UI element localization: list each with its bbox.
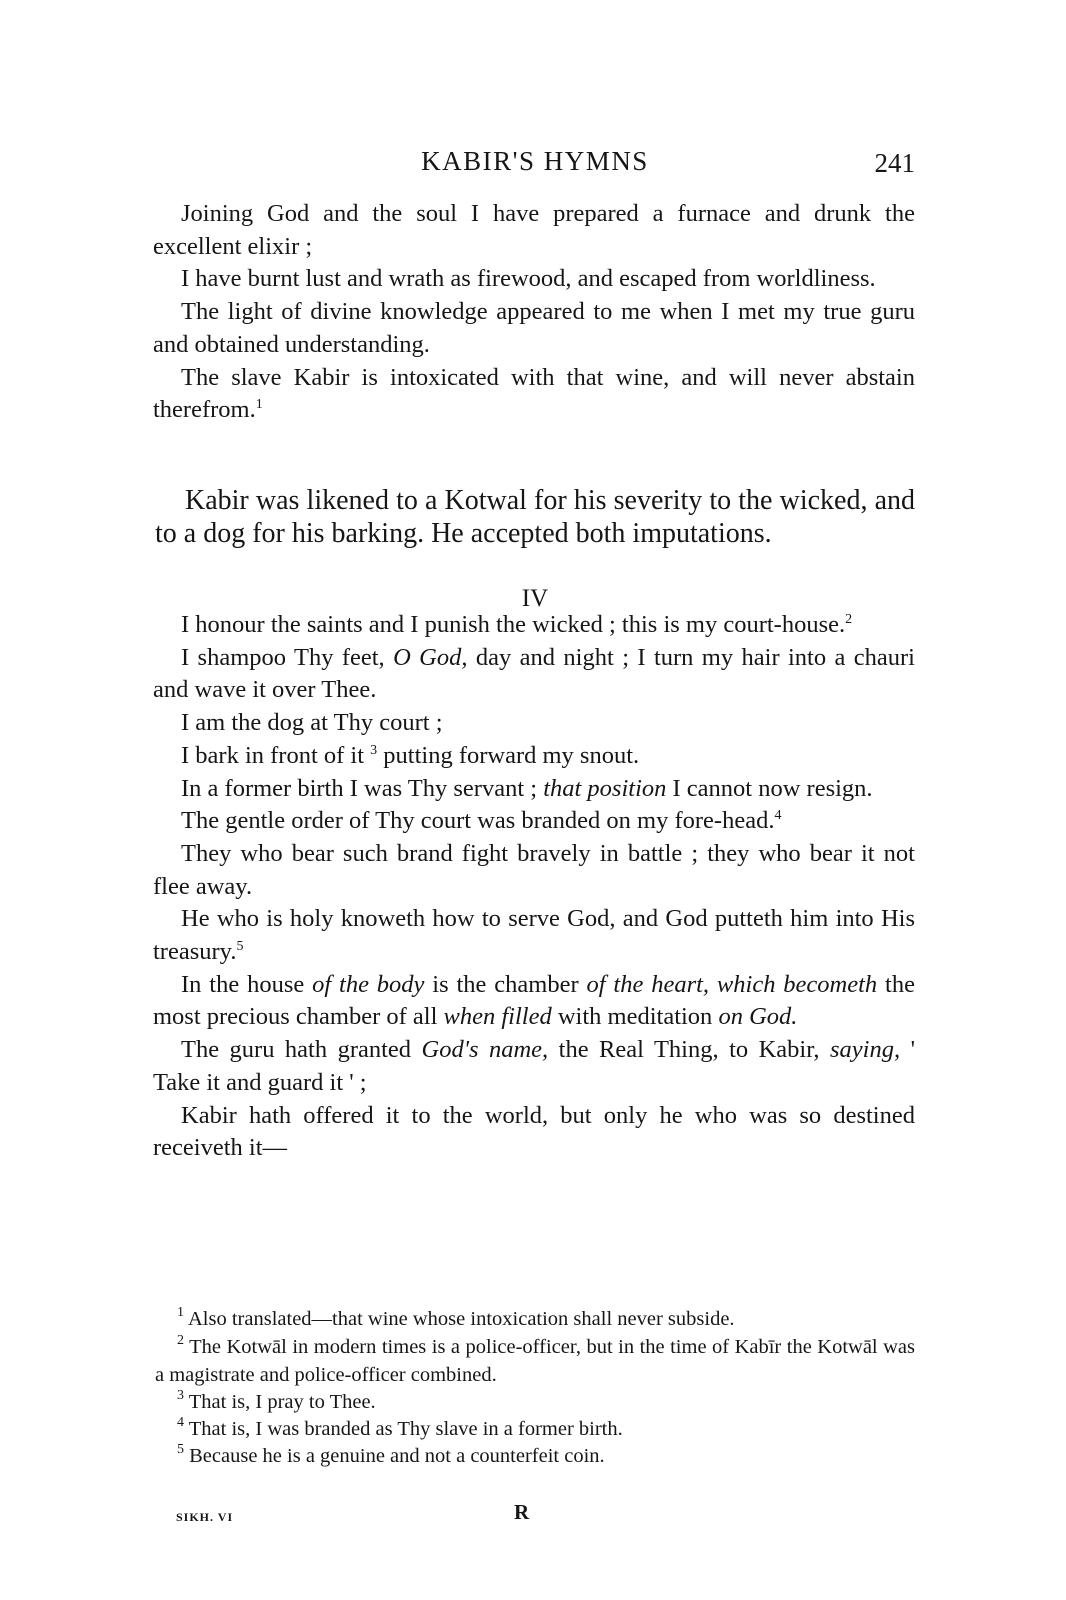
verse-line bbox=[153, 609, 915, 642]
footnote bbox=[155, 1306, 915, 1334]
verse-text: The slave Kabir is intoxicated with that wine, and will never abstain therefrom. bbox=[153, 363, 915, 424]
verse-line: The light of divine knowledge appeared to me when I met my true guru and obtained understanding. bbox=[153, 298, 915, 358]
footnote-ref: 5 bbox=[236, 939, 244, 955]
verse-line: Joining God and the soul I have prepared a furnace and drunk the excellent elixir ; bbox=[153, 200, 915, 260]
italic-text: on God. bbox=[718, 1003, 798, 1031]
verse-text: the most precious chamber of all bbox=[153, 970, 915, 1031]
hymn-body bbox=[153, 609, 915, 1165]
italic-text: of the heart, which becometh bbox=[586, 970, 878, 998]
verse-line bbox=[153, 740, 915, 773]
footnote-ref: 3 bbox=[370, 742, 378, 758]
verse-text: ' Take it and guard it ' ; bbox=[153, 1036, 915, 1096]
verse-line: I am the dog at Thy court ; bbox=[181, 709, 443, 737]
italic-text: God's name, bbox=[421, 1036, 549, 1064]
verse-line: They who bear such brand fight bravely in battle ; they who bear it not flee away. bbox=[153, 839, 915, 900]
verse-line bbox=[153, 642, 915, 707]
footnote bbox=[155, 1389, 915, 1417]
footnote bbox=[155, 1334, 915, 1389]
verse-text: with meditation bbox=[551, 1003, 719, 1031]
page-number: 241 bbox=[874, 148, 915, 178]
verse-text: The gentle order of Thy court was branded on my fore-head. bbox=[181, 807, 775, 835]
verse-line bbox=[153, 1034, 915, 1099]
verse-text: is the chamber bbox=[424, 970, 587, 998]
footnote-text: That is, I pray to Thee. bbox=[188, 1391, 376, 1413]
footnote-ref: 2 bbox=[845, 612, 853, 627]
footnote-text: The Kotwāl in modern times is a police-officer, but in the time of Kabīr the Kotwāl was a magistrate and police-officer combined. bbox=[155, 1336, 915, 1386]
footnote-mark: 1 bbox=[177, 1305, 184, 1320]
verse-line bbox=[153, 362, 915, 427]
footnote-text: That is, I was branded as Thy slave in a former birth. bbox=[188, 1418, 623, 1440]
italic-text: that position bbox=[543, 774, 667, 802]
verse-line: I have burnt lust and wrath as firewood, and escaped from worldliness. bbox=[181, 265, 876, 293]
footnote-mark: 5 bbox=[177, 1442, 184, 1457]
verse-line bbox=[153, 903, 915, 968]
footnote-mark: 4 bbox=[177, 1415, 184, 1430]
running-header bbox=[155, 146, 915, 186]
italic-text: when filled bbox=[443, 1003, 552, 1031]
verse-line bbox=[153, 805, 915, 838]
italic-text: O God, bbox=[393, 643, 468, 671]
verse-text: I shampoo Thy feet, bbox=[181, 643, 394, 671]
verse-text: I honour the saints and I punish the wicked ; this is my court-house. bbox=[181, 611, 846, 638]
verse-line bbox=[153, 969, 915, 1034]
verse-text: The guru hath granted bbox=[181, 1036, 422, 1064]
verse-text: the Real Thing, to Kabir, bbox=[548, 1036, 831, 1064]
footnote-text: Also translated—that wine whose intoxication shall never subside. bbox=[188, 1308, 735, 1330]
footnote-mark: 2 bbox=[177, 1333, 184, 1348]
signature-mark: SIKH. VI bbox=[176, 1510, 234, 1524]
italic-text: of the body bbox=[312, 970, 425, 998]
footnote-mark: 3 bbox=[177, 1388, 184, 1403]
footnote-ref: 4 bbox=[774, 808, 782, 824]
running-title: KABIR'S HYMNS bbox=[421, 146, 649, 176]
hymn-number: IV bbox=[521, 585, 549, 612]
footnote bbox=[155, 1416, 915, 1444]
verse-text: I cannot now resign. bbox=[666, 774, 873, 802]
verse-text: day and night ; I turn my hair into a chauri and wave it over Thee. bbox=[153, 643, 915, 704]
verse-text: In a former birth I was Thy servant ; bbox=[181, 774, 544, 802]
verse-line bbox=[153, 773, 915, 806]
footnote-ref: 1 bbox=[255, 397, 263, 413]
verse-text: putting forward my snout. bbox=[377, 741, 640, 769]
footnote bbox=[155, 1443, 915, 1471]
hymn-introduction: Kabir was likened to a Kotwal for his severity to the wicked, and to a dog for his barking. He accepted both imputations. bbox=[155, 485, 915, 549]
footnote-text: Because he is a genuine and not a counterfeit coin. bbox=[189, 1445, 605, 1467]
verse-text: I bark in front of it bbox=[181, 741, 371, 769]
verse-text: In the house bbox=[181, 970, 313, 998]
italic-text: saying, bbox=[830, 1036, 901, 1064]
previous-stanza bbox=[153, 198, 915, 427]
gathering-letter: R bbox=[514, 1500, 530, 1524]
verse-line: Kabir hath offered it to the world, but only he who was so destined receiveth it— bbox=[153, 1101, 915, 1162]
verse-text: He who is holy knoweth how to serve God, and God putteth him into His treasury. bbox=[153, 905, 915, 966]
